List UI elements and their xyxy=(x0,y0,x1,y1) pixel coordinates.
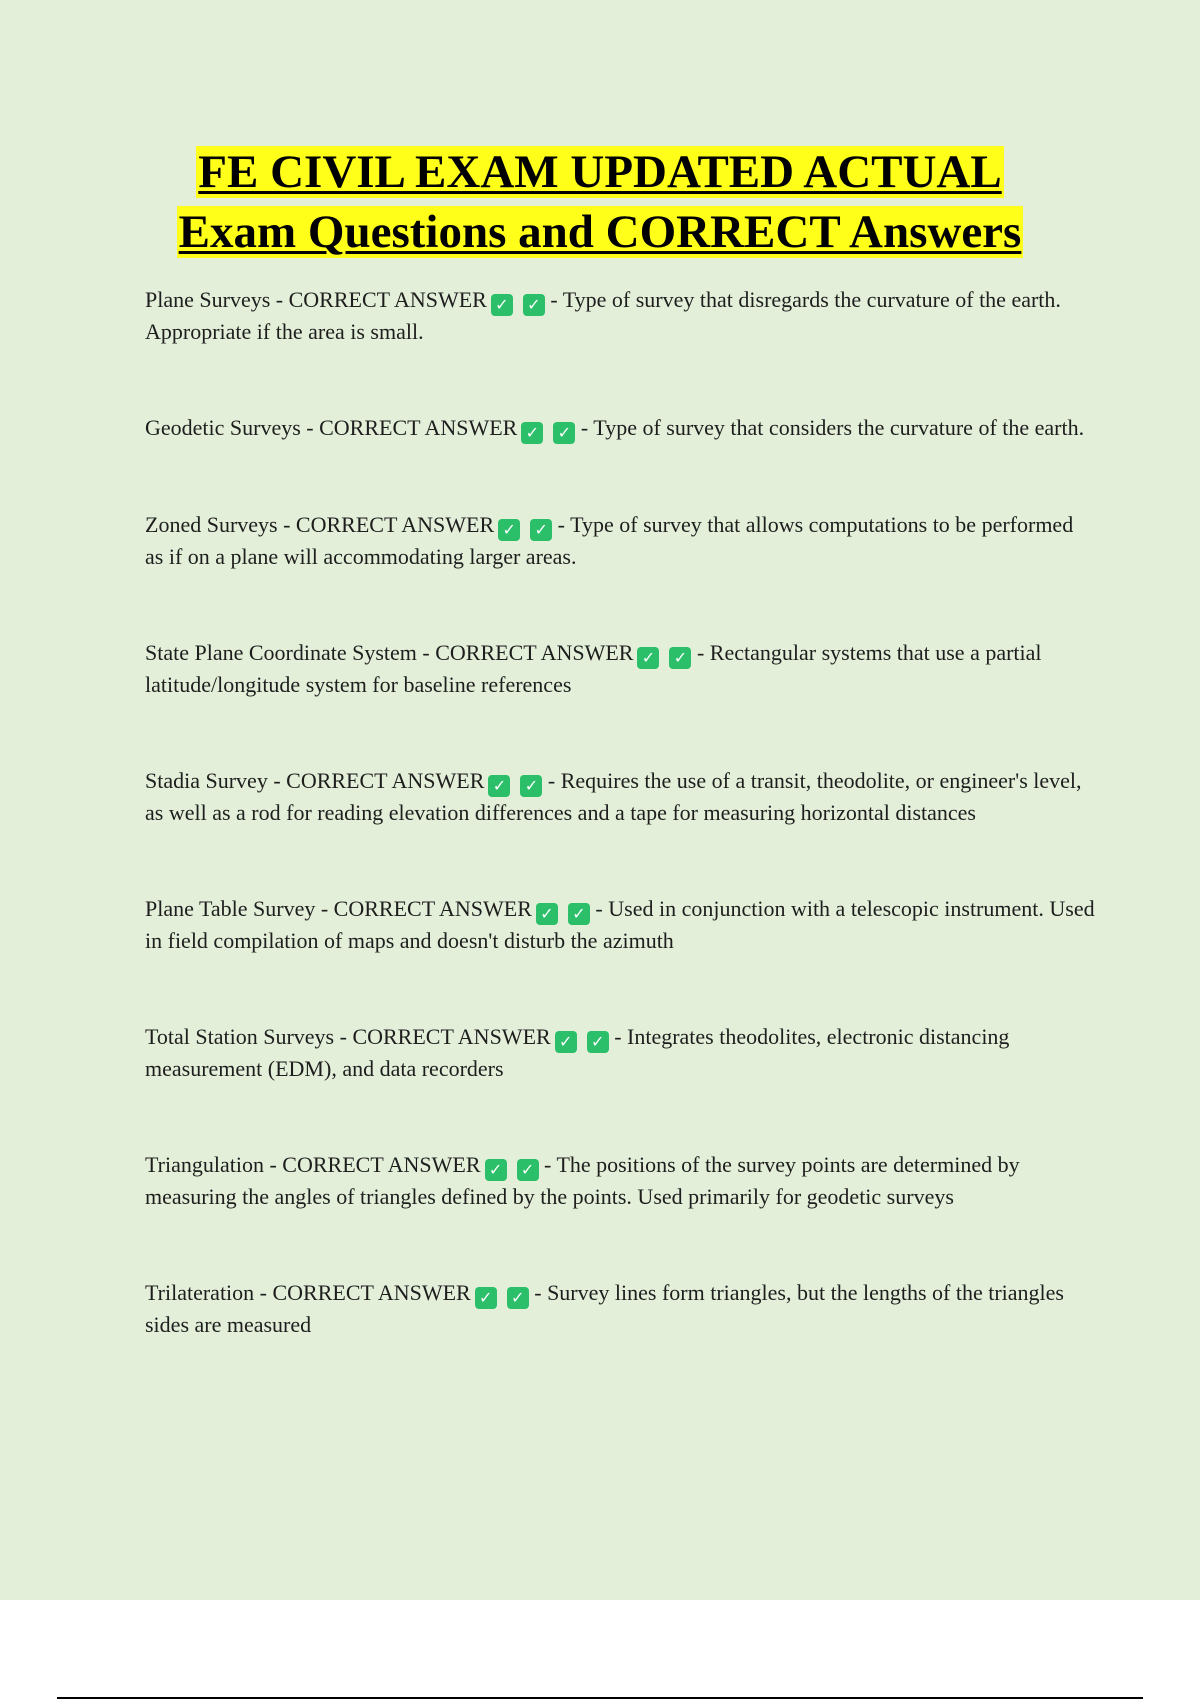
check-icon: ✓ xyxy=(523,294,545,316)
check-icon: ✓ xyxy=(637,647,659,669)
qa-entry xyxy=(145,765,1095,828)
entry-term: Plane Table Survey - CORRECT ANSWER xyxy=(145,896,532,921)
check-icon: ✓ xyxy=(520,775,542,797)
check-icon: ✓ xyxy=(491,294,513,316)
qa-entry xyxy=(145,1149,1095,1212)
entry-term: Geodetic Surveys - CORRECT ANSWER xyxy=(145,415,518,440)
entry-definition: - Type of survey that considers the curvature of the earth. xyxy=(580,415,1085,440)
entry-term: Plane Surveys - CORRECT ANSWER xyxy=(145,287,487,312)
check-icon: ✓ xyxy=(498,519,520,541)
check-icon: ✓ xyxy=(553,422,575,444)
check-icon: ✓ xyxy=(555,1031,577,1053)
check-icon: ✓ xyxy=(517,1159,539,1181)
entry-term: Stadia Survey - CORRECT ANSWER xyxy=(145,768,485,793)
qa-list xyxy=(145,284,1095,1405)
footer-divider xyxy=(57,1697,1143,1699)
check-icon: ✓ xyxy=(530,519,552,541)
entry-definition: - Survey lines form triangles, but the lengths of the triangles sides are measured xyxy=(145,1280,1064,1337)
qa-entry xyxy=(145,284,1095,347)
qa-entry xyxy=(145,1277,1095,1340)
check-icon: ✓ xyxy=(475,1287,497,1309)
entry-term: Total Station Surveys - CORRECT ANSWER xyxy=(145,1024,551,1049)
document-title xyxy=(0,142,1200,262)
entry-definition: - Requires the use of a transit, theodolite, or engineer's level, as well as a rod for reading elevation differences and a tape for measuring horizontal distances xyxy=(145,768,1082,825)
entry-definition: - The positions of the survey points are determined by measuring the angles of triangles defined by the points. Used primarily for geodetic surveys xyxy=(145,1152,1020,1209)
entry-term: Trilateration - CORRECT ANSWER xyxy=(145,1280,471,1305)
qa-entry xyxy=(145,1021,1095,1084)
check-icon: ✓ xyxy=(488,775,510,797)
check-icon: ✓ xyxy=(568,903,590,925)
check-icon: ✓ xyxy=(536,903,558,925)
check-icon: ✓ xyxy=(485,1159,507,1181)
check-icon: ✓ xyxy=(521,422,543,444)
entry-term: State Plane Coordinate System - CORRECT ANSWER xyxy=(145,640,634,665)
check-icon: ✓ xyxy=(507,1287,529,1309)
entry-term: Triangulation - CORRECT ANSWER xyxy=(145,1152,481,1177)
qa-entry xyxy=(145,893,1095,956)
entry-definition: - Type of survey that allows computations to be performed as if on a plane will accommodating larger areas. xyxy=(145,512,1074,569)
title-line-1: FE CIVIL EXAM UPDATED ACTUAL xyxy=(198,146,1002,198)
qa-entry xyxy=(145,637,1095,700)
check-icon: ✓ xyxy=(587,1031,609,1053)
title-line-2: Exam Questions and CORRECT Answers xyxy=(178,206,1022,258)
check-icon: ✓ xyxy=(669,647,691,669)
entry-definition: - Integrates theodolites, electronic distancing measurement (EDM), and data recorders xyxy=(145,1024,1010,1081)
entry-definition: - Rectangular systems that use a partial latitude/longitude system for baseline references xyxy=(145,640,1042,697)
qa-entry xyxy=(145,412,1095,444)
entry-term: Zoned Surveys - CORRECT ANSWER xyxy=(145,512,495,537)
qa-entry xyxy=(145,509,1095,572)
entry-definition: - Type of survey that disregards the curvature of the earth. Appropriate if the area is small. xyxy=(145,287,1061,344)
entry-definition: - Used in conjunction with a telescopic instrument. Used in field compilation of maps and doesn't disturb the azimuth xyxy=(145,896,1095,953)
